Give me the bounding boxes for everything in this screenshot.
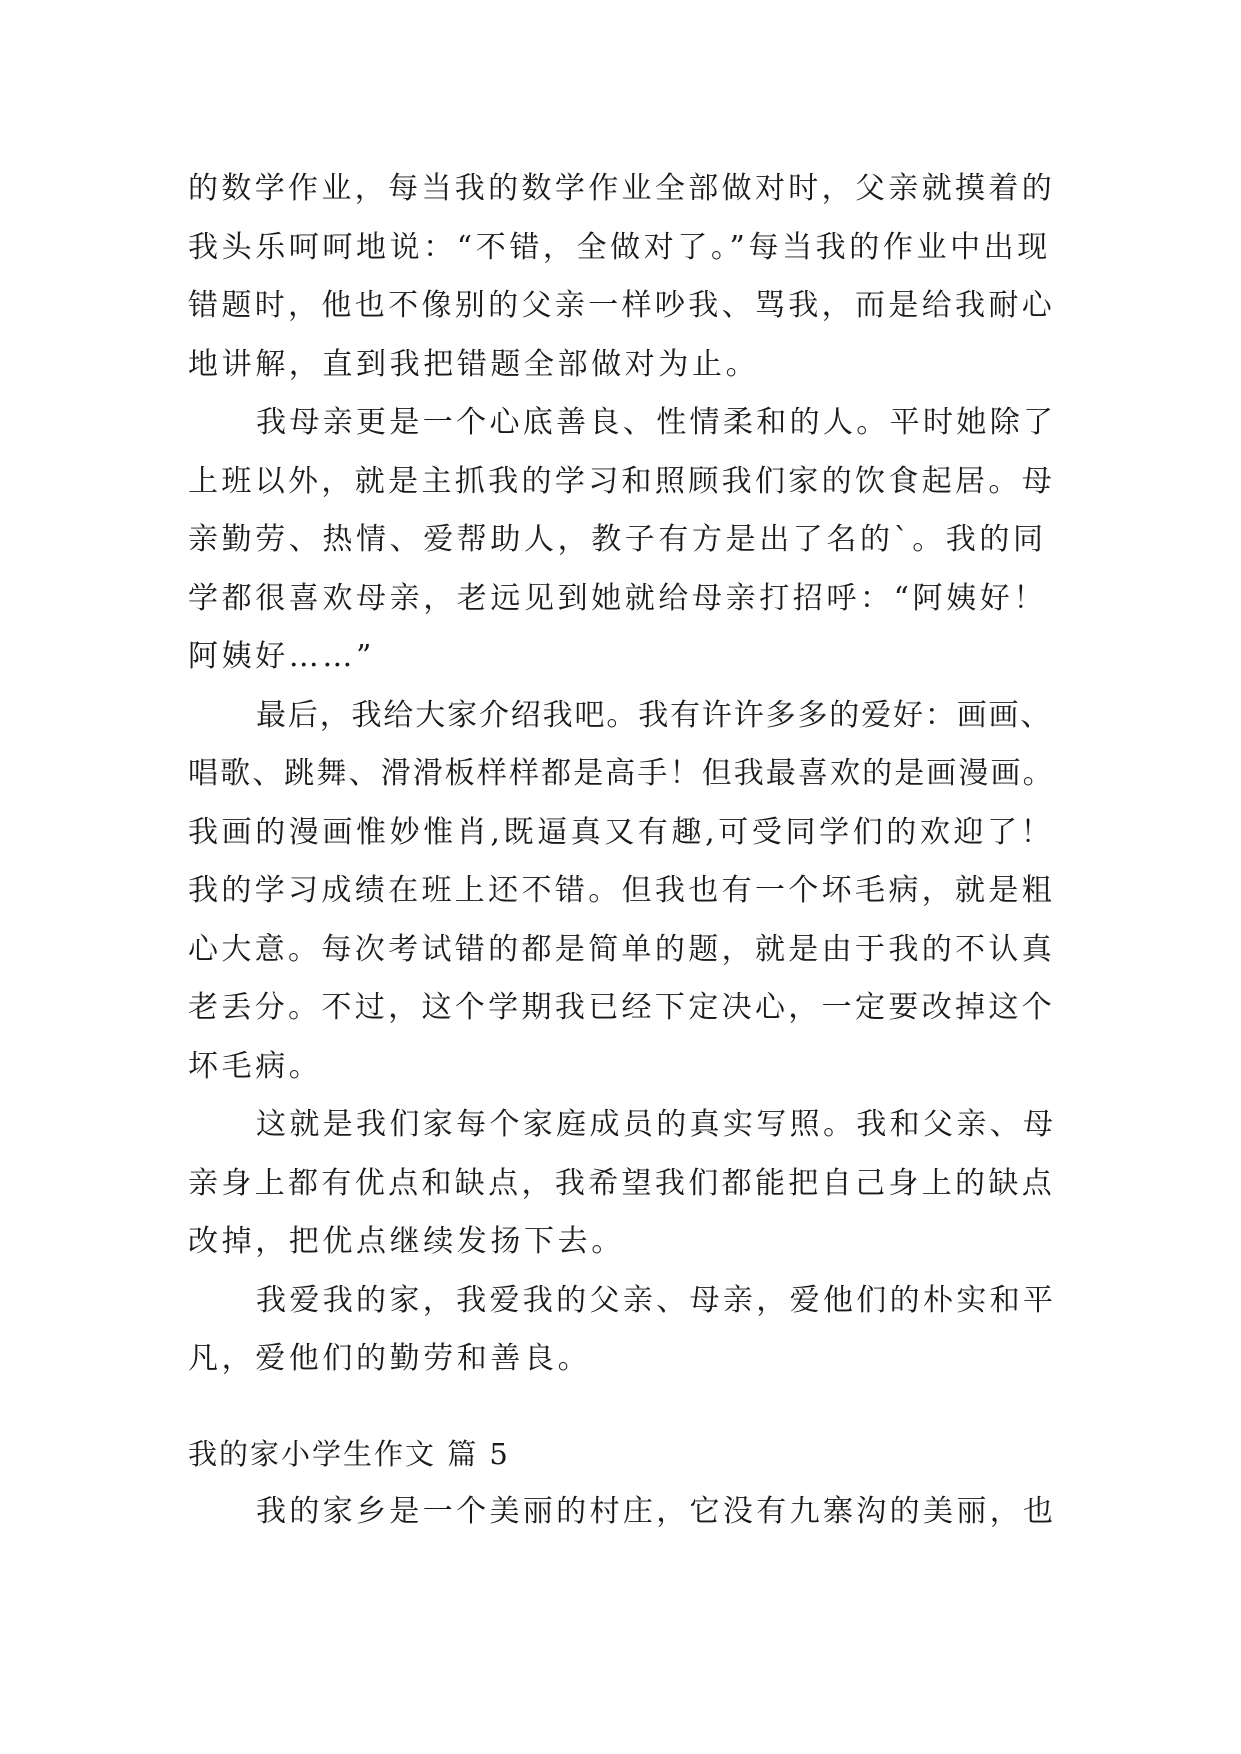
paragraph (188, 687, 1058, 1097)
text-line: 错题时，他也不像别的父亲一样吵我、骂我，而是给我耐心 (188, 288, 1056, 323)
text-line: 亲勤劳、热情、爱帮助人，教子有方是出了名的`。我的同 (188, 522, 1047, 557)
document-body (188, 160, 1058, 1541)
text-line: 凡，爱他们的勤劳和善良。 (188, 1341, 592, 1376)
text-line: 我的学习成绩在班上还不错。但我也有一个坏毛病，就是粗 (188, 873, 1056, 908)
text-line: 我画的漫画惟妙惟肖,既逼真又有趣,可受同学们的欢迎了！ (188, 814, 1055, 850)
text-line: 坏毛病。 (188, 1048, 323, 1084)
text-line: 地讲解，直到我把错题全部做对为止。 (188, 346, 760, 382)
text-line: 我母亲更是一个心底善良、性情柔和的人。平时她除了 (256, 405, 1057, 440)
text-line: 我头乐呵呵地说：“不错，全做对了。”每当我的作业中出现 (188, 229, 1051, 265)
paragraph (188, 1272, 1058, 1389)
text-line: 老丢分。不过，这个学期我已经下定决心，一定要改掉这个 (188, 990, 1056, 1025)
paragraph (188, 160, 1058, 394)
text-line: 改掉，把优点继续发扬下去。 (188, 1224, 625, 1259)
text-line: 学都很喜欢母亲，老远见到她就给母亲打招呼：“阿姨好！ (188, 580, 1047, 616)
text-line: 上班以外，就是主抓我的学习和照顾我们家的饮食起居。母 (188, 463, 1056, 499)
text-line: 阿姨好……” (188, 639, 375, 674)
paragraph (188, 1096, 1058, 1272)
text-line: 这就是我们家每个家庭成员的真实写照。我和父亲、母 (256, 1107, 1057, 1142)
text-line: 亲身上都有优点和缺点，我希望我们都能把自己身上的缺点 (188, 1165, 1056, 1201)
text-line: 的数学作业，每当我的数学作业全部做对时，父亲就摸着的 (188, 171, 1056, 206)
section-spacer (188, 1389, 1058, 1425)
section-heading: 我的家小学生作文 篇 5 (188, 1436, 510, 1471)
text-line: 最后，我给大家介绍我吧。我有许许多多的爱好：画画、 (256, 697, 1053, 733)
paragraph (188, 394, 1058, 687)
text-line: 唱歌、跳舞、滑滑板样样都是高手！但我最喜欢的是画漫画。 (188, 756, 1055, 791)
text-line: 我的家乡是一个美丽的村庄，它没有九寨沟的美丽，也 (256, 1493, 1057, 1529)
text-line: 心大意。每次考试错的都是简单的题，就是由于我的不认真 (188, 931, 1056, 967)
paragraph (188, 1483, 1058, 1542)
text-line: 我爱我的家，我爱我的父亲、母亲，爱他们的朴实和平 (256, 1282, 1057, 1318)
